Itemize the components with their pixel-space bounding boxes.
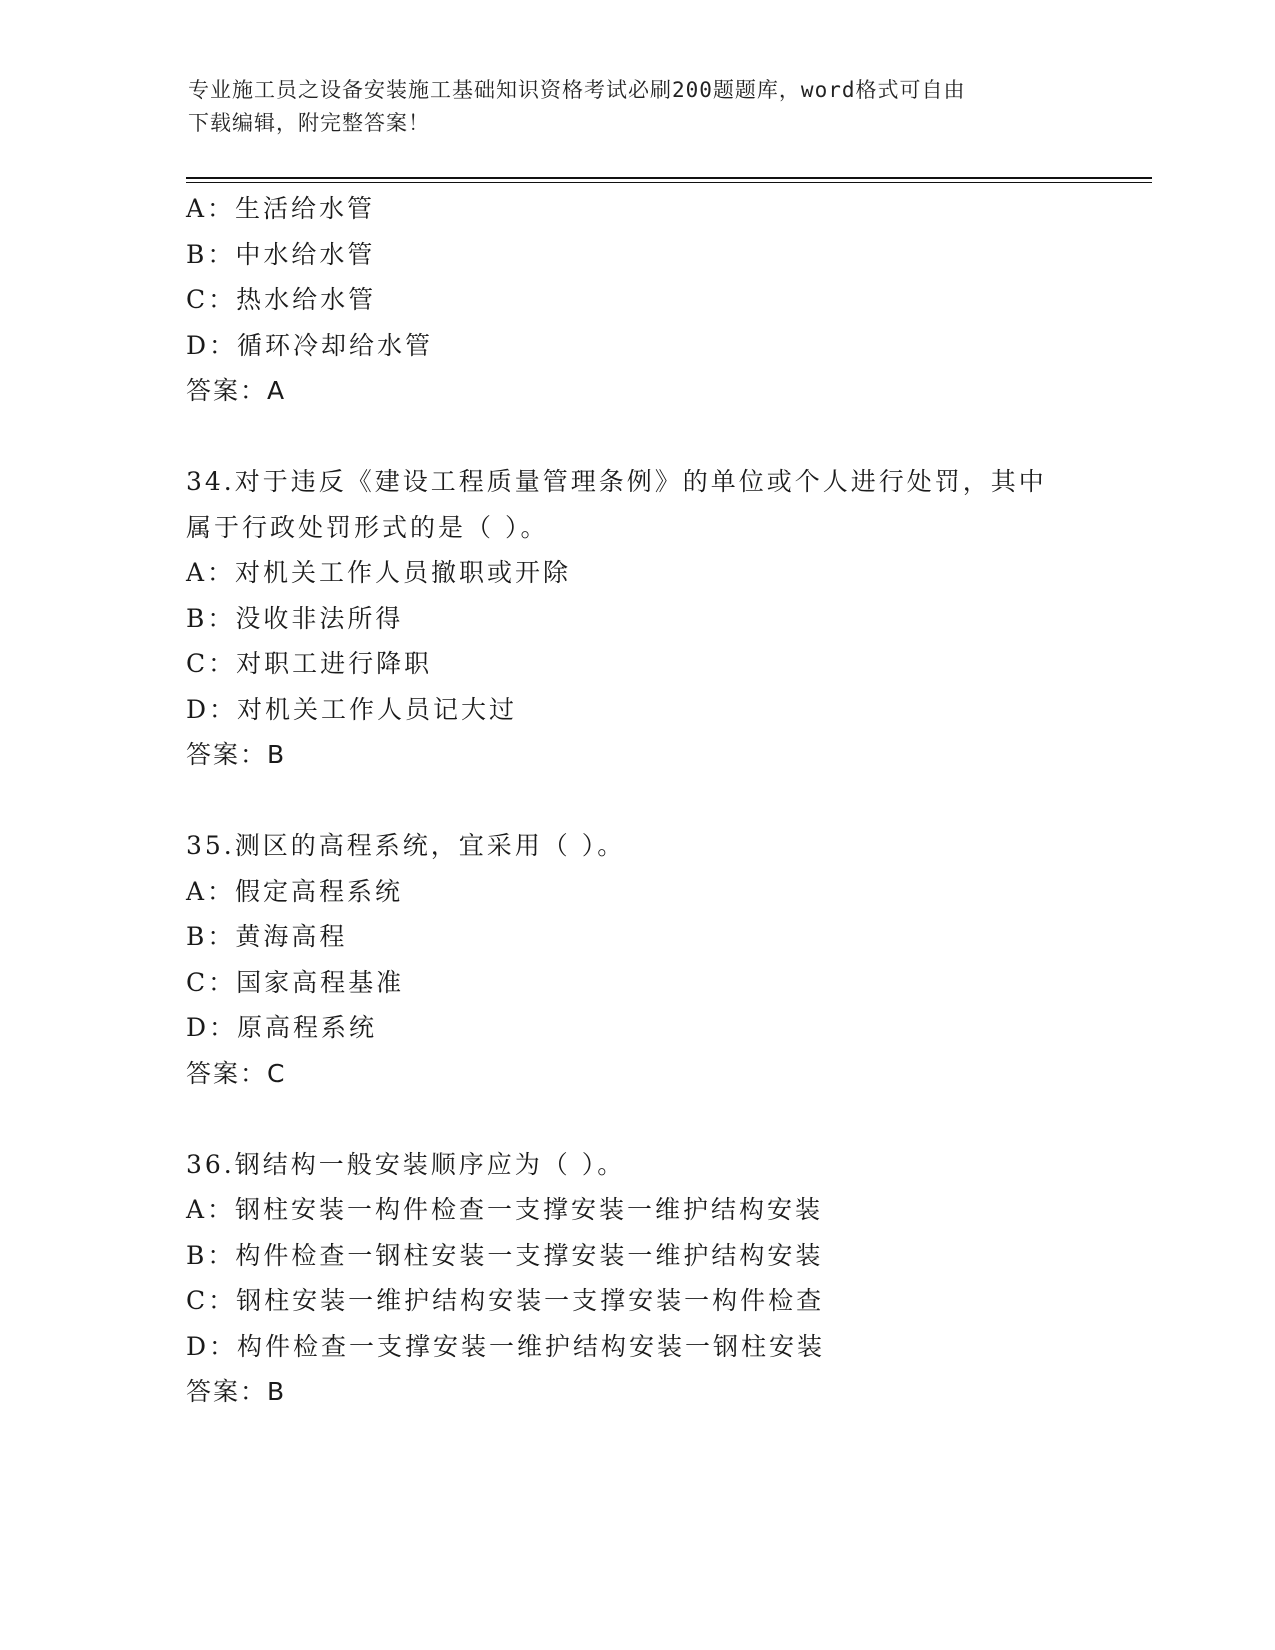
option-d: D：原高程系统 (186, 1013, 378, 1042)
question-36 (186, 1142, 1086, 1415)
answer-line: 答案：B (186, 1377, 287, 1406)
option-d: D：对机关工作人员记大过 (186, 694, 518, 724)
spacer (186, 1096, 1086, 1142)
option-a: A：钢柱安装一构件检查一支撑安装一维护结构安装 (186, 1195, 824, 1224)
question-33 (186, 186, 1086, 414)
option-a: A：生活给水管 (186, 194, 376, 223)
header-rule-thick (186, 177, 1152, 179)
option-d: D：循环冷却给水管 (186, 330, 434, 360)
option-d: D：构件检查一支撑安装一维护结构安装一钢柱安装 (186, 1331, 826, 1361)
header-line-1: 专业施工员之设备安装施工基础知识资格考试必刷200题题库，word格式可自由 (188, 78, 966, 102)
option-a: A：假定高程系统 (186, 876, 404, 906)
option-b: B：构件检查一钢柱安装一支撑安装一维护结构安装 (186, 1240, 824, 1270)
option-a: A：对机关工作人员撤职或开除 (186, 558, 572, 587)
question-content (186, 186, 1086, 1415)
answer-line: 答案：C (186, 1058, 287, 1088)
question-34 (186, 459, 1086, 778)
question-text: 36.钢结构一般安装顺序应为（ ）。 (186, 1149, 626, 1179)
spacer (186, 778, 1086, 824)
option-c: C：国家高程基准 (186, 967, 405, 997)
question-text-line-2: 属于行政处罚形式的是（ ）。 (186, 512, 549, 542)
answer-line: 答案：B (186, 740, 287, 769)
option-b: B：黄海高程 (186, 922, 348, 951)
document-header (188, 74, 1068, 140)
option-b: B：中水给水管 (186, 239, 376, 269)
question-35 (186, 823, 1086, 1096)
spacer (186, 414, 1086, 460)
answer-line: 答案：A (186, 376, 287, 405)
question-text-line-1: 34.对于违反《建设工程质量管理条例》的单位或个人进行处罚，其中 (186, 467, 1047, 496)
question-text: 35.测区的高程系统，宜采用（ ）。 (186, 831, 626, 860)
option-c: C：钢柱安装一维护结构安装一支撑安装一构件检查 (186, 1286, 825, 1315)
option-c: C：对职工进行降职 (186, 649, 433, 678)
header-rule-thin (186, 182, 1152, 183)
option-b: B：没收非法所得 (186, 603, 404, 633)
header-line-2: 下载编辑，附完整答案！ (188, 111, 430, 135)
option-c: C：热水给水管 (186, 285, 377, 314)
